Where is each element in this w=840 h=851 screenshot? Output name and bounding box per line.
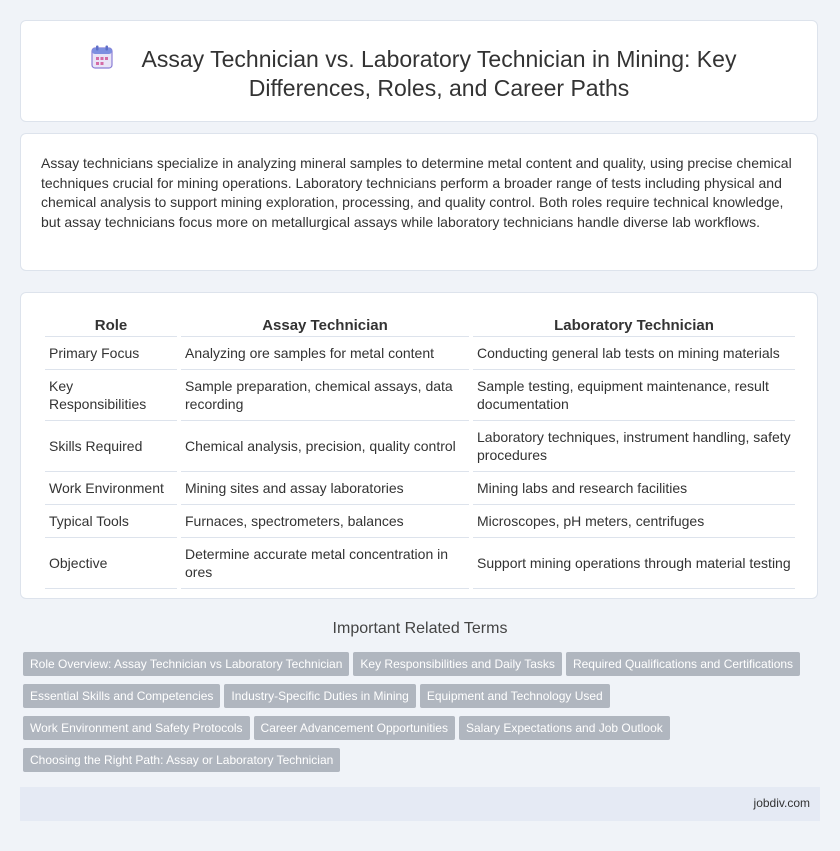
related-tag[interactable]: Essential Skills and Competencies [23,684,220,708]
table-row [45,337,795,370]
row-label: Work Environment [45,472,177,505]
related-tag[interactable]: Required Qualifications and Certifications [566,652,800,676]
assay-cell: Analyzing ore samples for metal content [181,337,469,370]
assay-cell: Sample preparation, chemical assays, data recording [181,370,469,421]
table-row [45,472,795,505]
related-tag[interactable]: Industry-Specific Duties in Mining [224,684,415,708]
lab-cell: Microscopes, pH meters, centrifuges [473,505,795,538]
related-tag[interactable]: Choosing the Right Path: Assay or Laboratory Technician [23,748,340,772]
lab-cell: Support mining operations through material testing [473,538,795,589]
related-tag[interactable]: Role Overview: Assay Technician vs Laboratory Technician [23,652,349,676]
lab-cell: Mining labs and research facilities [473,472,795,505]
table-row [45,370,795,421]
table-row [45,505,795,538]
lab-cell: Sample testing, equipment maintenance, result documentation [473,370,795,421]
header-assay-technician: Assay Technician [181,313,469,337]
table-header-row [45,313,795,337]
header-card [20,20,818,122]
row-label: Key Responsibilities [45,370,177,421]
table-row [45,538,795,589]
row-label: Primary Focus [45,337,177,370]
related-terms-title: Important Related Terms [332,620,508,637]
header-laboratory-technician: Laboratory Technician [473,313,795,337]
row-label: Typical Tools [45,505,177,538]
table-row [45,421,795,472]
lab-cell: Laboratory techniques, instrument handling, safety procedures [473,421,795,472]
footer-site-link[interactable]: jobdiv.com [753,796,810,810]
related-tag[interactable]: Salary Expectations and Job Outlook [459,716,670,740]
footer [20,787,820,821]
related-tag[interactable]: Equipment and Technology Used [420,684,610,708]
related-tags [23,652,823,780]
comparison-table [41,313,799,589]
summary-card [20,133,818,271]
assay-cell: Determine accurate metal concentration in ores [181,538,469,589]
related-tag[interactable]: Work Environment and Safety Protocols [23,716,250,740]
related-tag[interactable]: Career Advancement Opportunities [254,716,455,740]
row-label: Skills Required [45,421,177,472]
lab-cell: Conducting general lab tests on mining materials [473,337,795,370]
row-label: Objective [45,538,177,589]
header-role: Role [45,313,177,337]
page-title: Assay Technician vs. Laboratory Technician in Mining: Key Differences, Roles, and Career Paths [141,46,737,101]
assay-cell: Chemical analysis, precision, quality control [181,421,469,472]
assay-cell: Furnaces, spectrometers, balances [181,505,469,538]
summary-text: Assay technicians specialize in analyzing mineral samples to determine metal content and quality, using precise chemical techniques crucial for mining operations. Laboratory technicians perform a broader range of tests including physical and chemical analysis to support mining exploration, processing, and quality control. Both roles require technical knowledge, but assay technicians focus more on metallurgical assays while laboratory technicians handle diverse lab workflows. [41,155,792,230]
comparison-table-card [20,292,818,599]
related-tag[interactable]: Key Responsibilities and Daily Tasks [353,652,562,676]
assay-cell: Mining sites and assay laboratories [181,472,469,505]
